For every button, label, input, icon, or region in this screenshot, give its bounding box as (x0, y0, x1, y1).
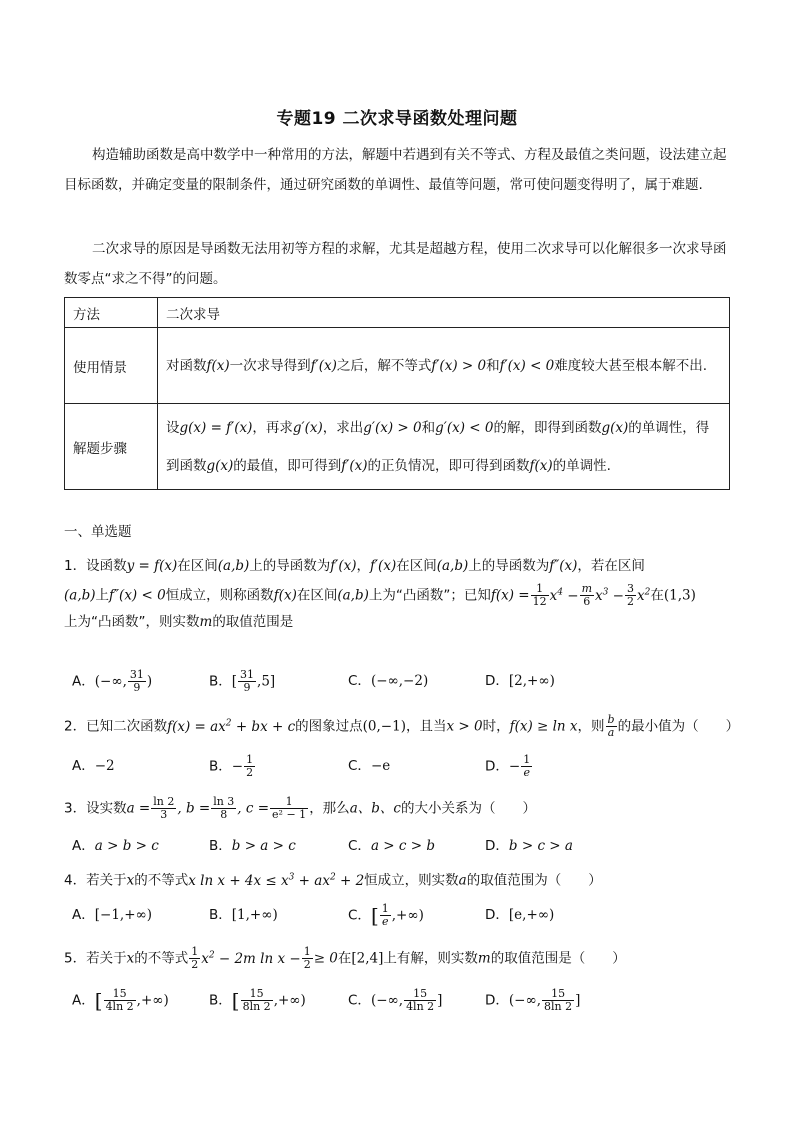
q4-option-c[interactable]: C．[ $\frac{1}{e}$ ,+∞) (348, 902, 424, 928)
q4-option-d[interactable]: D．[e,+∞) (485, 907, 555, 923)
q3-option-c[interactable]: C．a > c > b (348, 838, 435, 854)
question-2-options (64, 753, 744, 779)
table-row-usage (65, 328, 730, 404)
q2-option-c[interactable]: C．−e (348, 758, 391, 774)
question-5-options (64, 987, 744, 1013)
q2-option-d[interactable]: D．− $\frac{1}{e}$ (485, 753, 531, 779)
table-cell-usage-text: 对函数f(x)一次求导得到f′(x)之后，解不等式f′(x) > 0和f′(x) < 0难度较大甚至根本解不出. (158, 328, 730, 404)
q5-option-b[interactable]: B．[ $\frac{15}{8\ln 2}$ ,+∞) (209, 987, 306, 1013)
q1-option-d[interactable]: D．[2,+∞) (485, 673, 555, 689)
question-4: 4．若关于x的不等式x $\ln x + 4x \le x^3 + ax^2 + 2$恒成立，则实数a的取值范围为（ ） (64, 872, 602, 889)
q1-option-c[interactable]: C．(−∞,−2) (348, 673, 429, 689)
q2-option-a[interactable]: A．−2 (72, 758, 115, 774)
method-table (64, 297, 730, 490)
question-1: 1．设函数y = f(x)在区间(a,b)上的导函数为f′(x)，f′(x)在区间(a,b)上的导函数为f″(x)，若在区间 (a,b)上f″(x) < 0恒成立，则称函数f(x)在区间(a,b)上为“凸函数”；已知f(x) = $\frac{1}{12}$ $x^4$ − $\frac{m}{6}$ $x^3$ − $\frac{3}{2}$ $x^2$在(1,3) 上为“凸函数”，则实数m的取值范围是 (64, 558, 696, 630)
table-cell-steps-label: 解题步骤 (65, 404, 158, 490)
q4-option-b[interactable]: B．[1,+∞) (209, 907, 278, 923)
intro-paragraph-2: 二次求导的原因是导函数无法用初等方程的求解，尤其是超越方程，使用二次求导可以化解很多一次求导函数零点“求之不得”的问题。 (64, 241, 727, 287)
table-cell-steps-text: 设g(x) = f′(x)，再求g′(x)，求出g′(x) > 0和g′(x) < 0的解，即得到函数g(x)的单调性，得到函数g(x)的最值，即可得到f′(x)的正负情况，即可得到函数f(x)的单调性. (158, 404, 730, 490)
q3-option-d[interactable]: D．b > c > a (485, 838, 573, 854)
table-row-steps (65, 404, 730, 490)
q3-option-a[interactable]: A．a > b > c (72, 838, 159, 854)
table-row-header (65, 298, 730, 328)
q5-option-a[interactable]: A．[ $\frac{15}{4\ln 2}$ ,+∞) (72, 987, 169, 1013)
question-4-options (64, 902, 744, 928)
q3-option-b[interactable]: B．b > a > c (209, 838, 296, 854)
q5-option-c[interactable]: C．(−∞, $\frac{15}{4\ln 2}$ ] (348, 987, 443, 1013)
q1-option-b[interactable]: B．[ $\frac{31}{9}$ ,5] (209, 668, 276, 694)
q5-option-d[interactable]: D．(−∞, $\frac{15}{8\ln 2}$ ] (485, 987, 581, 1013)
page-title: 专题19 二次求导函数处理问题 (276, 109, 518, 129)
intro-paragraph-1: 构造辅助函数是高中数学中一种常用的方法，解题中若遇到有关不等式、方程及最值之类问题，设法建立起目标函数，并确定变量的限制条件，通过研究函数的单调性、最值等问题，常可使问题变得明了，属于难题. (64, 147, 727, 193)
table-header-second-derivative: 二次求导 (158, 298, 730, 328)
table-cell-usage-label: 使用情景 (65, 328, 158, 404)
question-2: 2．已知二次函数$f(x) = ax^2$ + bx + c的图象过点(0,−1)，且当x > 0时，f(x) ≥ ln x，则 $\frac{b}{a}$ 的最小值为（ ） (64, 713, 740, 739)
question-3: 3．设实数a = $\frac{\ln 2}{3}$ , b = $\frac{\ln 3}{8}$ , c = $\frac{1}{\text{e² − 1}}$ ，那么a、b、c的大小关系为（ ） (64, 795, 536, 821)
table-header-method: 方法 (65, 298, 158, 328)
question-5: 5．若关于x的不等式 $\frac{1}{2}$ $x^2 - 2m$ ln x − $\frac{1}{2}$ ≥ 0在[2,4]上有解，则实数m的取值范围是（ ） (64, 945, 626, 971)
section-heading: 一、单选题 (64, 524, 132, 540)
q1-option-a[interactable]: A．(−∞, $\frac{31}{9}$ ) (72, 668, 153, 694)
question-3-options (64, 834, 744, 856)
q2-option-b[interactable]: B．− $\frac{1}{2}$ (209, 753, 254, 779)
q4-option-a[interactable]: A．[−1,+∞) (72, 907, 153, 923)
question-1-options (64, 668, 744, 694)
